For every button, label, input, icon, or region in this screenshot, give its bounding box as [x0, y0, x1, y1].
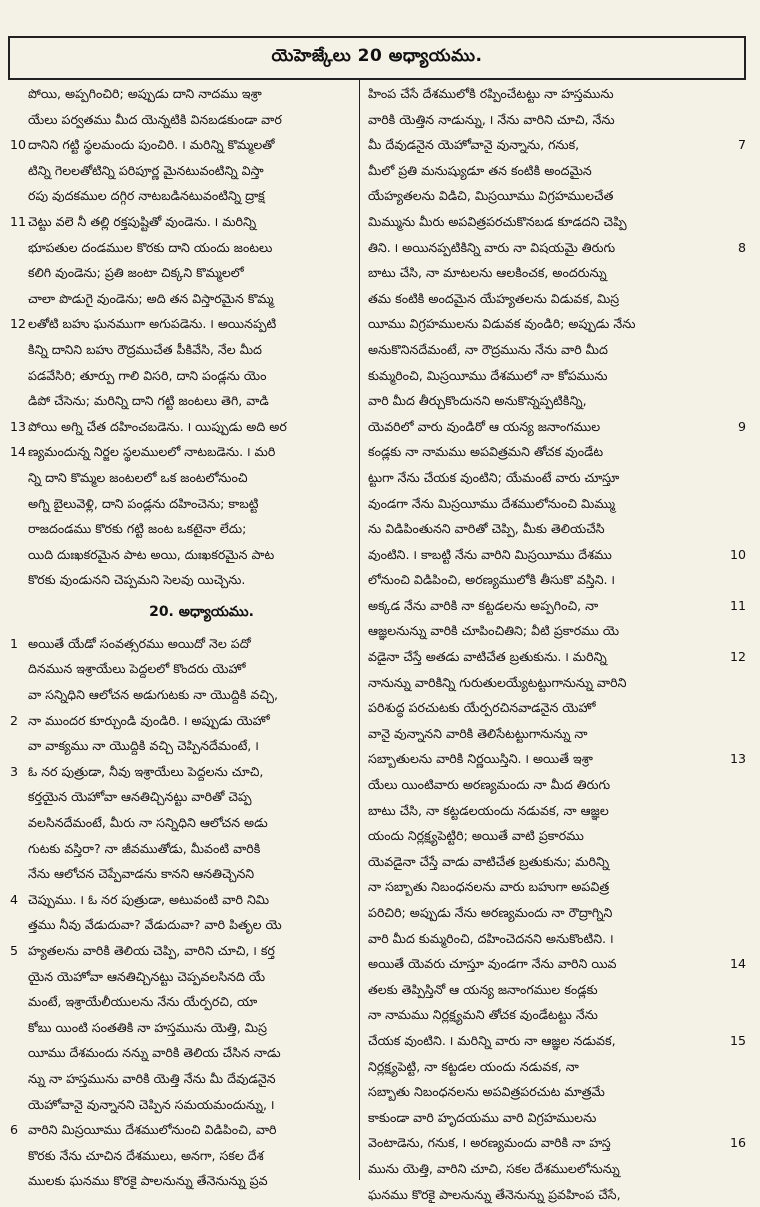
- text-line: [368, 823, 746, 849]
- text-line: [368, 286, 746, 312]
- line-text: హ్యతలను వారికి తెలియ చెప్పి, వారిని చూచి, ౹ కర్త: [28, 943, 275, 958]
- text-line: [368, 618, 746, 644]
- verse-number: 16: [728, 1130, 746, 1156]
- line-text: కలిగి వుండెను; ప్రతి జంటా చిక్కని కొమ్మలలో: [28, 265, 244, 281]
- text-line: [10, 656, 353, 682]
- line-text: గుటకు వస్తిరా? నా జీవముతోడు, మీవంటి వారికి: [28, 840, 261, 856]
- text-line: [10, 235, 353, 261]
- line-text: అక్కడ నేను వారికి నా కట్టడలను అప్పగించి, నా: [368, 597, 599, 613]
- text-line: [368, 158, 746, 184]
- text-line: [368, 209, 746, 235]
- line-text: సబ్బాతులను వారికి నిర్ణయిస్తిని. ౹ అయితే ఇశ్రా: [368, 751, 593, 767]
- text-line: [10, 363, 353, 389]
- text-line: [10, 132, 353, 158]
- text-line: [10, 759, 353, 785]
- line-text: త్తము నీవు వేడుదువా? వేడుదువా? వారి పితృల యె: [28, 917, 282, 933]
- line-text: పోయి, అప్పగించిరి; అప్పుడు దాని నాదము ఇశ్రా: [28, 86, 262, 101]
- line-text: కొరకు వుండునని చెప్పమని సెలవు యిచ్చెను.: [28, 572, 246, 588]
- line-text: వారికి యెత్తిన నాడున్ను, ౹ నేను వారిని చూచి, నేను: [368, 111, 615, 127]
- line-text: దానిని గట్టి స్థలమందు పుంచిరి. ౹ మరిన్ని కొమ్మలతో: [28, 137, 275, 153]
- verse-number: 13: [728, 746, 746, 772]
- text-line: [10, 887, 353, 913]
- text-line: [368, 1054, 746, 1080]
- line-text: పరిశుద్ధ పరచుటకు యేర్పరచినవాడనైన యెహో: [368, 700, 596, 716]
- line-text: యేలు యింటివారు అరణ్యమందు నా మీద తిరుగు: [368, 777, 611, 793]
- line-text: లతోటి బహు ఘనముగా అగుపడెను. ౹ అయినప్పటి: [28, 316, 277, 332]
- text-line: [368, 132, 746, 158]
- line-text: నిర్లక్ష్యపెట్టి, నా కట్టడల యందు నడువక, నా: [368, 1058, 579, 1074]
- text-line: [10, 912, 353, 938]
- line-text: చేయక వుంటిని. ౹ మరిన్ని వారు నా ఆజ్ఞల నడువక,: [368, 1032, 616, 1048]
- text-line: [10, 682, 353, 708]
- line-text: యందు నిర్లక్ష్యపెట్టిరి; అయితే వాటి ప్రకారము: [368, 828, 584, 844]
- text-line: [10, 465, 353, 491]
- left-column: [8, 80, 360, 1189]
- text-line: [10, 260, 353, 286]
- line-text: యేహ్యతలను విడిచి, మిస్రయీము విగ్రహములచేత: [368, 188, 614, 204]
- line-text: మీలో ప్రతి మనుష్యుడూ తన కంటికి అందమైన: [368, 162, 592, 178]
- chapter-heading: 20. అధ్యాయము.: [149, 603, 254, 620]
- line-text: బాటు చేసి, నా కట్టడలయందు నడువక, నా ఆజ్ఞల: [368, 802, 609, 818]
- verse-number: 12: [10, 316, 27, 332]
- text-line: [10, 1015, 353, 1041]
- line-text: పోయి అగ్ని చేత దహించబడెను. ౹ యిప్పుడు అది అర: [28, 418, 287, 434]
- line-text: ణ్యమందున్న నిర్జల స్థలములలో నాటబడెను. ౹ మరి: [28, 444, 276, 460]
- text-line: [368, 81, 746, 107]
- line-text: ట్టుగా నేను చేయక వుంటిని; యేమంటే వారు చూస్తూ: [368, 469, 620, 485]
- line-text: అయితే యెవరు చూస్తూ వుండగా నేను వారిని యివ: [368, 956, 617, 972]
- line-text: వారి మీద కుమ్మరించి, దహించెదనని అనుకొంటిని. ౹: [368, 930, 614, 946]
- line-text: నా ముందర కూర్చుండి వుండిరి. ౹ అప్పుడు యెహో: [28, 712, 270, 728]
- line-text: ను విడిపింతునని వారితో చెప్పి, మీకు తెలియచేసి: [368, 521, 605, 537]
- line-text: చాలా పొడుగై వుండెను; అది తన విస్తారమైన కొమ్మ: [28, 290, 274, 306]
- text-line: [368, 1028, 746, 1054]
- text-line: [368, 311, 746, 337]
- text-line: [368, 491, 746, 517]
- text-line: [10, 784, 353, 810]
- line-text: వా వాక్యము నా యొద్దికి వచ్చి చెప్పినదేమంటే, ౹: [28, 738, 259, 754]
- text-line: [368, 107, 746, 133]
- text-line: [10, 158, 353, 184]
- verse-number: 14: [728, 951, 746, 977]
- text-line: [368, 644, 746, 670]
- text-line: [10, 516, 353, 542]
- text-line: [368, 516, 746, 542]
- verse-number: 6: [10, 1122, 19, 1138]
- line-text: కిన్ని దానిని బహు రౌద్రముచేత పీకివేసి, నేల మీద: [28, 341, 262, 357]
- text-line: [368, 746, 746, 772]
- line-text: వారిని మిస్రయీము దేశములోనుంచి విడిపించి, వారి: [28, 1122, 277, 1138]
- text-line: [368, 926, 746, 952]
- text-line: [368, 593, 746, 619]
- text-line: [368, 465, 746, 491]
- text-line: [368, 235, 746, 261]
- text-line: [10, 81, 353, 107]
- text-line: [368, 567, 746, 593]
- text-line: [10, 631, 353, 657]
- verse-number: 13: [10, 418, 27, 434]
- text-line: [10, 1040, 353, 1066]
- verse-number: 4: [10, 891, 19, 907]
- line-text: యెవడైనా చేస్తే వాడు వాటిచేత బ్రతుకును; మరిన్ని: [368, 853, 610, 869]
- line-text: యీము విగ్రహములను విడువక వుండిరి; అప్పుడు నేను: [368, 316, 636, 332]
- line-text: భూపతుల దండముల కొరకు దాని యందు జంటలు: [28, 239, 273, 255]
- line-text: కొరకు నేను చూచిన దేశములు, అనగా, సకల దేశ: [28, 1147, 264, 1163]
- text-line: [368, 388, 746, 414]
- verse-number: 2: [10, 712, 19, 728]
- text-line: [10, 1143, 353, 1169]
- text-line: [368, 1156, 746, 1182]
- text-line: [10, 286, 353, 312]
- line-text: యేలు పర్వతము మీద యెన్నటికి వినబడకుండా వార: [28, 111, 282, 127]
- line-text: వెంటాడెను, గనుక, ౹ అరణ్యమందు వారికి నా హస్త: [368, 1135, 611, 1151]
- text-line: [10, 861, 353, 887]
- line-text: నేను ఆలోచన చెప్పేవాడను కానని ఆనతిచ్చెనని: [28, 866, 255, 882]
- text-line: [10, 810, 353, 836]
- line-text: లోనుంచి విడిపించి, అరణ్యములోకి తీసుకొ వస్తిని. ౹: [368, 572, 615, 588]
- text-line: [368, 1130, 746, 1156]
- line-text: చెట్టు వలె నీ తల్లి రక్తపుష్టితో వుండెను. ౹ మరిన్ని: [28, 213, 257, 229]
- text-line: [10, 1092, 353, 1118]
- line-text: వా సన్నిధిని ఆలోచన అడుగుటకు నా యొద్దికి వచ్చి,: [28, 687, 278, 703]
- line-text: అగ్ని బైలువెళ్లి, దాని పండ్లను దహించెను; కాబట్టి: [28, 495, 259, 511]
- line-text: వానై వున్నానని వారికి తెలిసేటట్టుగానున్ను నా: [368, 725, 588, 741]
- text-line: [10, 964, 353, 990]
- text-line: [368, 874, 746, 900]
- text-line: [10, 183, 353, 209]
- text-line: [10, 1117, 353, 1143]
- line-text: ఓ నర పుత్రుడా, నీవు ఇశ్రాయేలు పెద్దలను చూచి,: [28, 763, 264, 779]
- line-text: రపు వుదకముల దగ్గిర నాటబడినటువంటిన్ని ద్రాక్ష: [28, 188, 265, 204]
- verse-number: 7: [736, 132, 746, 158]
- line-text: హింప చేసే దేశములోకి రప్పించేటట్టు నా హస్తమును: [368, 86, 614, 101]
- line-text: తలకు తెప్పిస్తినో ఆ యన్య జనాంగముల కండ్లకు: [368, 981, 598, 997]
- line-text: కుమ్మరించి, మిస్రయీము దేశములో నా కోపమును: [368, 367, 608, 383]
- line-text: న్ను నా హస్తమును వారికి యెత్తి నేను మీ దేవుడనైన: [28, 1070, 276, 1086]
- line-text: టిన్ని గెలలతోటిన్ని పరిపూర్ణ మైనటువంటిన్ని విస్తా: [28, 162, 264, 178]
- text-line: [368, 695, 746, 721]
- text-line: [368, 849, 746, 875]
- verse-number: 14: [10, 444, 27, 460]
- text-line: [10, 938, 353, 964]
- line-text: మంటే, ఇశ్రాయేలీయులను నేను యేర్పరచి, యా: [28, 994, 258, 1010]
- text-line: [10, 337, 353, 363]
- text-line: [368, 721, 746, 747]
- line-text: న్ని దాని కొమ్మల జంటలలో ఒక జంటలోనుంచి: [28, 469, 248, 485]
- text-line: [368, 363, 746, 389]
- line-text: అనుకొనినదేమంటే, నా రౌద్రమును నేను వారి మీద: [368, 341, 608, 357]
- line-text: నానున్ను వారికిన్ని గురుతులయ్యేటట్టుగానున్ను వారిని: [368, 674, 627, 690]
- text-line: [10, 311, 353, 337]
- line-text: బాటు చేసి, నా మాటలను ఆలకించక, అందరున్ను: [368, 265, 607, 281]
- verse-number: 11: [10, 213, 27, 229]
- line-text: మీ దేవుడనైన యెహోవానై వున్నాను, గనుక,: [368, 137, 580, 153]
- line-text: రాజదండము కొరకు గట్టి జంట ఒకటైనా లేదు;: [28, 521, 247, 537]
- text-line: [368, 337, 746, 363]
- line-text: తమ కంటికి అందమైన యేహ్యతలను విడువక, మిస్ర: [368, 290, 620, 306]
- line-text: వలసినదేమంటే, మీరు నా సన్నిధిని ఆలోచన అడు: [28, 815, 268, 831]
- line-text: డిపో చేసెను; మరిన్ని దాని గట్టి జంటలు తెగి, వాడి: [28, 393, 269, 409]
- line-text: వుండగా నేను మిస్రయీము దేశములోనుంచి మిమ్ము: [368, 495, 615, 511]
- line-text: సబ్బాతు నిబంధనలను అపవిత్రపరచుట మాత్రమే: [368, 1084, 605, 1100]
- text-line: [10, 1168, 353, 1194]
- text-line: [10, 439, 353, 465]
- verse-number: 11: [728, 593, 746, 619]
- verse-number: 10: [10, 137, 27, 153]
- line-text: ములకు ఘనము కొరకై పాలనున్ను తేనెనున్ను ప్రవ: [28, 1173, 268, 1189]
- text-line: [10, 209, 353, 235]
- text-line: [368, 260, 746, 286]
- line-text: కాకుండా వారి హృదయము వారి విగ్రహములను: [368, 1109, 597, 1125]
- line-text: చెప్పుము. ౹ ఓ నర పుత్రుడా, అటువంటి వారి నిమి: [28, 891, 270, 907]
- page-title: యెహెజ్కేలు 20 అధ్యాయము.: [271, 46, 483, 66]
- text-line: [10, 414, 353, 440]
- text-line: [368, 1002, 746, 1028]
- line-text: ఆజ్ఞలనున్ను వారికి చూపించితిని; వీటి ప్రకారము యె: [368, 623, 620, 639]
- bible-page: [8, 36, 746, 1202]
- text-line: [10, 1066, 353, 1092]
- line-text: ఘనము కొరకై పాలనున్ను తేనెనున్ను ప్రవహింప చేసే,: [368, 1186, 621, 1202]
- text-line: [368, 772, 746, 798]
- text-line: [10, 836, 353, 862]
- text-line: [10, 491, 353, 517]
- text-line: [368, 1182, 746, 1207]
- text-line: [368, 798, 746, 824]
- line-text: యీము దేశమందు నన్ను వారికి తెలియ చేసిన నాడు: [28, 1045, 281, 1061]
- verse-number: 8: [736, 235, 746, 261]
- text-line: [368, 951, 746, 977]
- line-text: అయితే యేడో సంవత్సరము అయిదో నెల పదో: [28, 635, 251, 651]
- right-column: [360, 80, 746, 1202]
- line-text: కర్తయైన యెహోవా ఆనతిచ్చినట్టు వారితో చెప్ప: [28, 789, 252, 805]
- line-text: వారి మీద తీర్చుకొందునని అనుకొన్నప్పటికిన్ని,: [368, 393, 587, 409]
- line-text: పడవేసిరి; తూర్పు గాలి విసరి, దాని పండ్లను యెం: [28, 367, 267, 383]
- verse-number: 12: [728, 644, 746, 670]
- text-line: [368, 1105, 746, 1131]
- text-line: [368, 414, 746, 440]
- line-text: యెహోవానై వున్నానని చెప్పిన సమయమందున్ను, ౹: [28, 1096, 275, 1112]
- line-text: మిమ్మును మీరు అపవిత్రపరచుకొనబడ కూడదని చెప్పి: [368, 213, 627, 229]
- verse-number: 15: [728, 1028, 746, 1054]
- text-line: [10, 107, 353, 133]
- text-columns: [8, 78, 746, 1202]
- line-text: కండ్లకు నా నామము అపవిత్రమని తోచక వుండేట: [368, 444, 604, 460]
- line-text: పరిచిరి; అప్పుడు నేను అరణ్యమందు నా రౌద్రాగ్నిని: [368, 905, 613, 920]
- text-line: [10, 708, 353, 734]
- line-text: దినమున ఇశ్రాయేలు పెద్దలలో కొందరు యెహో: [28, 661, 246, 677]
- text-line: [368, 900, 746, 926]
- text-line: [368, 670, 746, 696]
- text-line: [368, 542, 746, 568]
- text-line: [10, 733, 353, 759]
- text-line: [10, 388, 353, 414]
- text-line: [10, 542, 353, 568]
- verse-number: 9: [736, 414, 746, 440]
- line-text: యెవరిలో వారు వుండిరో ఆ యన్య జనాంగముల: [368, 418, 601, 434]
- line-text: యైన యెహోవా ఆనతిచ్చినట్టు చెప్పవలసినది యే: [28, 968, 266, 984]
- text-line: [368, 1079, 746, 1105]
- line-text: కోబు యింటి సంతతికి నా హస్తమును యెత్తి, మిస్ర: [28, 1019, 267, 1035]
- text-line: [10, 989, 353, 1015]
- verse-number: 1: [10, 635, 19, 651]
- line-text: మును యెత్తి, వారిని చూచి, సకల దేశములలోనున్ను: [368, 1160, 620, 1176]
- verse-number: 5: [10, 943, 19, 958]
- line-text: నా నామము నిర్లక్ష్యమని తోచక వుండేటట్టు నేను: [368, 1007, 598, 1023]
- line-text: నా సబ్బాతు నిబంధనలను వారు బహుగా అపవిత్ర: [368, 879, 610, 895]
- verse-number: 10: [728, 542, 746, 568]
- text-line: [368, 439, 746, 465]
- text-line: [10, 567, 353, 593]
- page-header: [8, 36, 746, 78]
- text-line: [368, 183, 746, 209]
- line-text: తిని. ౹ అయినప్పటికిన్ని వారు నా విషయమై తిరుగు: [368, 239, 616, 255]
- line-text: యిది దుఃఖకరమైన పాట అయి, దుఃఖకరమైన పాట: [28, 546, 275, 562]
- line-text: వుంటిని. ౹ కాబట్టి నేను వారిని మిస్రయీము దేశము: [368, 546, 612, 562]
- text-line: [368, 977, 746, 1003]
- line-text: వడైనా చేస్తే అతడు వాటిచేత బ్రతుకును. ౹ మరిన్ని: [368, 649, 607, 665]
- verse-number: 3: [10, 763, 19, 779]
